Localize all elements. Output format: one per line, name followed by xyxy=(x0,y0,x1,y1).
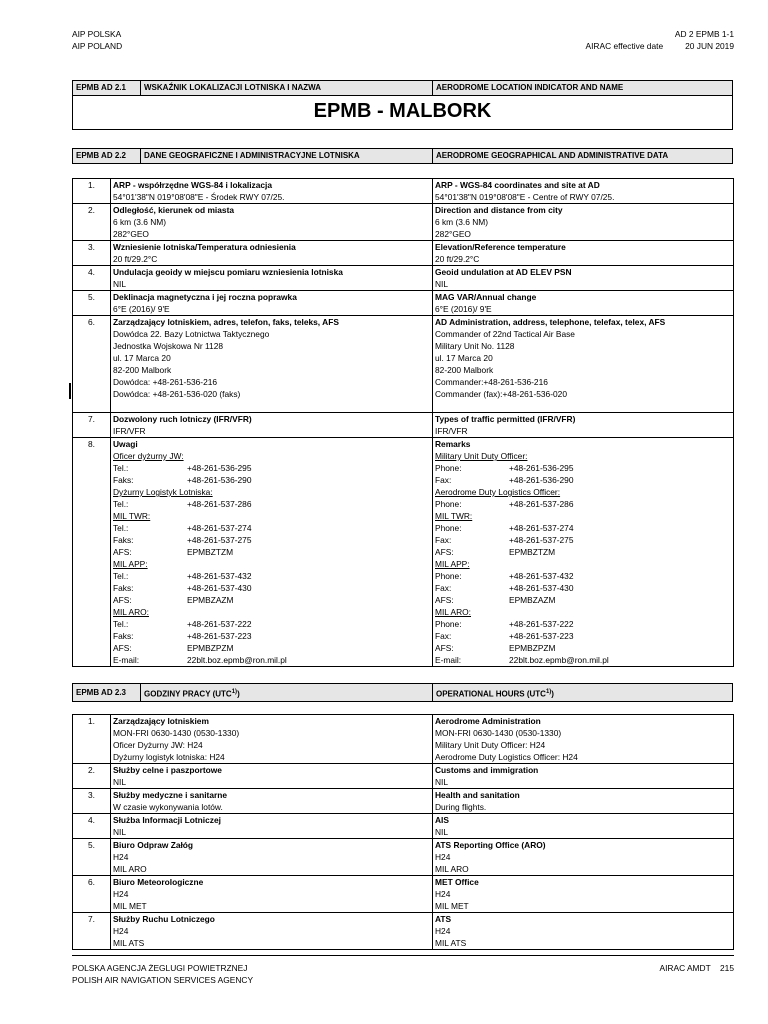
cell-pl xyxy=(111,266,433,291)
contact-key: Phone: xyxy=(435,463,462,473)
row-value: NIL xyxy=(435,279,449,289)
row-value: 282°GEO xyxy=(113,229,149,239)
row-number: 5. xyxy=(73,839,111,876)
contact-value: +48-261-537-274 xyxy=(509,523,574,533)
title-end: ) xyxy=(237,689,240,699)
contact-key: Tel.: xyxy=(113,463,129,473)
contact-key: Tel.: xyxy=(113,523,129,533)
table-row xyxy=(73,814,734,839)
cell-en xyxy=(433,413,734,438)
row-value: W czasie wykonywania lotów. xyxy=(113,802,223,812)
row-value: NIL xyxy=(113,827,127,837)
cell-pl xyxy=(111,179,433,204)
row-value: Dowódca: +48-261-536-216 xyxy=(113,377,218,387)
row-number: 1. xyxy=(73,179,111,204)
table-row xyxy=(73,715,734,764)
cell-pl xyxy=(111,316,433,413)
footer-amdt-number: 215 xyxy=(720,963,734,973)
contact-key: Fax: xyxy=(435,631,452,641)
footer-left xyxy=(72,962,253,986)
contact-value: +48-261-537-223 xyxy=(187,631,252,641)
contact-line xyxy=(435,462,731,474)
contact-value: +48-261-537-274 xyxy=(187,523,252,533)
cell-en xyxy=(433,241,734,266)
cell-en xyxy=(433,913,734,950)
contact-value: +48-261-537-275 xyxy=(509,535,574,545)
row-value: During flights. xyxy=(435,802,487,812)
contact-line xyxy=(435,570,731,582)
footnote-ref: 1) xyxy=(545,689,552,695)
row-number: 6. xyxy=(73,316,111,413)
contact-line xyxy=(113,546,430,558)
contact-line xyxy=(113,618,430,630)
cell-pl xyxy=(111,839,433,876)
cell-en xyxy=(433,814,734,839)
contact-line xyxy=(435,582,731,594)
contact-value: 22blt.boz.epmb@ron.mil.pl xyxy=(187,655,287,665)
row-number: 3. xyxy=(73,789,111,814)
row-value: Military Unit Duty Officer: H24 xyxy=(435,740,546,750)
remarks-heading: Military Unit Duty Officer: xyxy=(435,451,528,461)
row-title-en: Customs and immigration xyxy=(435,765,539,775)
cell-en xyxy=(433,316,734,413)
contact-key: Phone: xyxy=(435,571,462,581)
contact-key: Fax: xyxy=(435,475,452,485)
contact-key: AFS: xyxy=(435,595,454,605)
row-title-pl: Uwagi xyxy=(113,439,138,449)
contact-line xyxy=(113,570,430,582)
cell-pl xyxy=(111,715,433,764)
contact-line xyxy=(435,498,731,510)
row-title-pl: Zarządzający lotniskiem xyxy=(113,716,209,726)
row-title-en: ARP - WGS-84 coordinates and site at AD xyxy=(435,180,600,190)
contact-value: +48-261-537-222 xyxy=(509,619,574,629)
row-title-en: MAG VAR/Annual change xyxy=(435,292,537,302)
contact-value: +48-261-537-430 xyxy=(509,583,574,593)
row-title-pl: Służba Informacji Lotniczej xyxy=(113,815,221,825)
contact-key: Faks: xyxy=(113,475,134,485)
row-title-en: Health and sanitation xyxy=(435,790,520,800)
section-title-en: AERODROME LOCATION INDICATOR AND NAME xyxy=(436,83,624,92)
row-number: 3. xyxy=(73,241,111,266)
remarks-heading: MIL ARO: xyxy=(435,607,471,617)
section-code: EPMB AD 2.3 xyxy=(73,684,141,701)
row-title-pl: Dozwolony ruch lotniczy (IFR/VFR) xyxy=(113,414,252,424)
header-effective xyxy=(586,40,734,52)
row-number: 6. xyxy=(73,876,111,913)
cell-pl xyxy=(111,913,433,950)
contact-key: Phone: xyxy=(435,523,462,533)
table-row xyxy=(73,413,734,438)
contact-value: +48-261-537-430 xyxy=(187,583,252,593)
contact-key: Phone: xyxy=(435,499,462,509)
row-value: H24 xyxy=(435,889,451,899)
row-title-en: Remarks xyxy=(435,439,471,449)
cell-pl xyxy=(111,291,433,316)
row-title-pl: Zarządzający lotniskiem, adres, telefon, faks, teleks, AFS xyxy=(113,317,339,327)
effective-date: 20 JUN 2019 xyxy=(685,41,734,51)
table-row xyxy=(73,839,734,876)
row-value: Military Unit No. 1128 xyxy=(435,341,515,351)
row-value: 282°GEO xyxy=(435,229,471,239)
table-row xyxy=(73,179,734,204)
row-value: NIL xyxy=(113,777,127,787)
row-title-en: ATS xyxy=(435,914,452,924)
row-title-en: Direction and distance from city xyxy=(435,205,563,215)
row-value: MON-FRI 0630-1430 (0530-1330) xyxy=(435,728,562,738)
footer-agency-pl: POLSKA AGENCJA ŻEGLUGI POWIETRZNEJ xyxy=(72,963,248,973)
contact-line xyxy=(435,474,731,486)
contact-line xyxy=(113,498,430,510)
row-value: 20 ft/29.2°C xyxy=(435,254,480,264)
footer-agency-en: POLISH AIR NAVIGATION SERVICES AGENCY xyxy=(72,975,254,985)
row-value: Dyżurny logistyk lotniska: H24 xyxy=(113,752,225,762)
row-number: 7. xyxy=(73,913,111,950)
contact-line xyxy=(113,462,430,474)
title-text: GODZINY PRACY (UTC xyxy=(144,689,232,699)
table-row xyxy=(73,438,734,667)
cell-en xyxy=(433,839,734,876)
footer-amdt-label: AIRAC AMDT xyxy=(659,963,711,973)
remarks-heading: MIL TWR: xyxy=(113,511,151,521)
row-title-en: AIS xyxy=(435,815,449,825)
contact-key: Tel.: xyxy=(113,619,129,629)
table-row xyxy=(73,204,734,241)
header-page-id: AD 2 EPMB 1-1 xyxy=(674,29,734,39)
section-title-en: AERODROME GEOGRAPHICAL AND ADMINISTRATIVE DATA xyxy=(436,151,669,160)
row-value: 6°E (2016)/ 9'E xyxy=(113,304,170,314)
contact-value: +48-261-537-432 xyxy=(509,571,574,581)
section-title-pl xyxy=(141,684,433,701)
section-code: EPMB AD 2.2 xyxy=(73,149,141,163)
cell-pl xyxy=(111,764,433,789)
table-row xyxy=(73,789,734,814)
row-value: NIL xyxy=(435,777,449,787)
contact-key: E-mail: xyxy=(435,655,462,665)
row-title-pl: Biuro Odpraw Załóg xyxy=(113,840,194,850)
contact-key: AFS: xyxy=(113,547,132,557)
contact-line xyxy=(435,522,731,534)
section-2-1-header xyxy=(72,80,733,96)
cell-en xyxy=(433,876,734,913)
section-title-en xyxy=(433,684,732,701)
row-value: 6°E (2016)/ 9'E xyxy=(435,304,492,314)
row-title-pl: Biuro Meteorologiczne xyxy=(113,877,204,887)
row-value: MIL MET xyxy=(113,901,147,911)
header-aip-polska: AIP POLSKA xyxy=(72,29,122,39)
row-value: Commander (fax):+48-261-536-020 xyxy=(435,389,567,399)
row-title-pl: Deklinacja magnetyczna i jej roczna poprawka xyxy=(113,292,297,302)
contact-value: +48-261-537-275 xyxy=(187,535,252,545)
row-value: 54°01'38"N 019°08'08"E - Centre of RWY 07/25. xyxy=(435,192,615,202)
contact-value: +48-261-536-295 xyxy=(187,463,252,473)
contact-key: Phone: xyxy=(435,619,462,629)
row-value: H24 xyxy=(435,852,451,862)
cell-en xyxy=(433,438,734,667)
cell-en xyxy=(433,789,734,814)
header-aip-poland: AIP POLAND xyxy=(72,41,123,51)
cell-pl xyxy=(111,814,433,839)
table-row xyxy=(73,876,734,913)
row-title-en: AD Administration, address, telephone, telefax, telex, AFS xyxy=(435,317,666,327)
cell-en xyxy=(433,179,734,204)
contact-line xyxy=(113,642,430,654)
row-title-en: Aerodrome Administration xyxy=(435,716,541,726)
row-number: 2. xyxy=(73,764,111,789)
contact-key: AFS: xyxy=(435,643,454,653)
row-value: ul. 17 Marca 20 xyxy=(113,353,171,363)
contact-key: Faks: xyxy=(113,535,134,545)
row-number: 1. xyxy=(73,715,111,764)
contact-value: +48-261-537-223 xyxy=(509,631,574,641)
contact-key: E-mail: xyxy=(113,655,140,665)
remarks-heading: MIL ARO: xyxy=(113,607,149,617)
table-2-2 xyxy=(72,178,734,667)
cell-pl xyxy=(111,413,433,438)
row-value: ul. 17 Marca 20 xyxy=(435,353,493,363)
remarks-heading: Aerodrome Duty Logistics Officer: xyxy=(435,487,561,497)
cell-en xyxy=(433,291,734,316)
contact-key: Faks: xyxy=(113,631,134,641)
row-value: IFR/VFR xyxy=(113,426,146,436)
section-2-2-header xyxy=(72,148,733,164)
cell-en xyxy=(433,204,734,241)
table-row xyxy=(73,266,734,291)
row-title-pl: Wzniesienie lotniska/Temperatura odniesienia xyxy=(113,242,296,252)
contact-line xyxy=(435,594,731,606)
cell-en xyxy=(433,715,734,764)
row-number: 5. xyxy=(73,291,111,316)
row-value: IFR/VFR xyxy=(435,426,468,436)
section-title-pl: DANE GEOGRAFICZNE I ADMINISTRACYJNE LOTNISKA xyxy=(141,149,433,163)
change-bar xyxy=(69,383,71,399)
row-value: MIL ATS xyxy=(435,938,467,948)
row-value: 82-200 Malbork xyxy=(435,365,494,375)
contact-line xyxy=(435,546,731,558)
row-title-en: ATS Reporting Office (ARO) xyxy=(435,840,546,850)
contact-value: EPMBZTZM xyxy=(509,547,556,557)
remarks-heading: Oficer dyżurny JW: xyxy=(113,451,184,461)
row-value: Jednostka Wojskowa Nr 1128 xyxy=(113,341,224,351)
contact-key: Faks: xyxy=(113,583,134,593)
row-value: MON-FRI 0630-1430 (0530-1330) xyxy=(113,728,240,738)
cell-en xyxy=(433,266,734,291)
remarks-heading: MIL TWR: xyxy=(435,511,473,521)
header-left xyxy=(72,28,122,52)
row-value: NIL xyxy=(113,279,127,289)
contact-value: 22blt.boz.epmb@ron.mil.pl xyxy=(509,655,609,665)
cell-pl xyxy=(111,789,433,814)
row-value: 6 km (3.6 NM) xyxy=(113,217,167,227)
contact-key: Tel.: xyxy=(113,571,129,581)
row-value: 82-200 Malbork xyxy=(113,365,172,375)
row-title-en: Types of traffic permitted (IFR/VFR) xyxy=(435,414,576,424)
row-title-pl: Służby celne i paszportowe xyxy=(113,765,222,775)
row-value: Dowódca: +48-261-536-020 (faks) xyxy=(113,389,241,399)
contact-line xyxy=(113,522,430,534)
contact-value: +48-261-537-432 xyxy=(187,571,252,581)
contact-key: AFS: xyxy=(435,547,454,557)
row-title-en: Geoid undulation at AD ELEV PSN xyxy=(435,267,572,277)
row-value: H24 xyxy=(113,852,129,862)
row-value: H24 xyxy=(113,889,129,899)
contact-line xyxy=(113,534,430,546)
row-value: Commander:+48-261-536-216 xyxy=(435,377,548,387)
table-2-3 xyxy=(72,714,734,950)
row-value: Commander of 22nd Tactical Air Base xyxy=(435,329,575,339)
cell-pl xyxy=(111,204,433,241)
table-row xyxy=(73,291,734,316)
row-title-pl: ARP - współrzędne WGS-84 i lokalizacja xyxy=(113,180,273,190)
header-right xyxy=(586,28,734,52)
contact-value: +48-261-536-290 xyxy=(187,475,252,485)
contact-line xyxy=(113,582,430,594)
row-number: 4. xyxy=(73,814,111,839)
row-value: MIL ATS xyxy=(113,938,145,948)
row-title-pl: Odległość, kierunek od miasta xyxy=(113,205,235,215)
row-number: 8. xyxy=(73,438,111,667)
contact-key: Fax: xyxy=(435,583,452,593)
section-2-3-header xyxy=(72,683,733,702)
table-row xyxy=(73,764,734,789)
cell-pl xyxy=(111,876,433,913)
row-title-pl: Undulacja geoidy w miejscu pomiaru wzniesienia lotniska xyxy=(113,267,343,277)
contact-key: AFS: xyxy=(113,595,132,605)
contact-line xyxy=(435,534,731,546)
row-number: 7. xyxy=(73,413,111,438)
contact-key: AFS: xyxy=(113,643,132,653)
section-code: EPMB AD 2.1 xyxy=(73,81,141,95)
contact-line xyxy=(113,594,430,606)
title-text: OPERATIONAL HOURS (UTC xyxy=(436,689,546,699)
row-value: 20 ft/29.2°C xyxy=(113,254,158,264)
page-footer xyxy=(72,955,734,985)
contact-value: +48-261-537-286 xyxy=(509,499,574,509)
contact-value: EPMBZAZM xyxy=(187,595,234,605)
table-row xyxy=(73,316,734,413)
contact-value: EPMBZTZM xyxy=(187,547,234,557)
table-row xyxy=(73,241,734,266)
contact-value: +48-261-536-290 xyxy=(509,475,574,485)
remarks-heading: MIL APP: xyxy=(435,559,470,569)
section-title-pl: WSKAŹNIK LOKALIZACJI LOTNISKA I NAZWA xyxy=(141,81,433,95)
footer-right xyxy=(660,962,734,974)
contact-value: EPMBZPZM xyxy=(187,643,234,653)
aerodrome-name: EPMB - MALBORK xyxy=(72,96,733,130)
contact-line xyxy=(435,618,731,630)
contact-line xyxy=(435,630,731,642)
cell-en xyxy=(433,764,734,789)
row-value: Dowódca 22. Bazy Lotnictwa Taktycznego xyxy=(113,329,270,339)
cell-pl xyxy=(111,241,433,266)
contact-value: +48-261-537-286 xyxy=(187,499,252,509)
row-value: NIL xyxy=(435,827,449,837)
row-title-en: MET Office xyxy=(435,877,479,887)
footnote-ref: 1) xyxy=(231,689,238,695)
contact-line xyxy=(435,642,731,654)
row-value: MIL MET xyxy=(435,901,469,911)
contact-value: EPMBZPZM xyxy=(509,643,556,653)
contact-line xyxy=(113,654,430,666)
contact-line xyxy=(113,630,430,642)
contact-key: Fax: xyxy=(435,535,452,545)
row-title-en: Elevation/Reference temperature xyxy=(435,242,566,252)
row-value: Oficer Dyżurny JW: H24 xyxy=(113,740,203,750)
contact-line xyxy=(113,474,430,486)
row-value: H24 xyxy=(113,926,129,936)
contact-value: +48-261-536-295 xyxy=(509,463,574,473)
remarks-heading: MIL APP: xyxy=(113,559,148,569)
row-value: 6 km (3.6 NM) xyxy=(435,217,489,227)
contact-value: EPMBZAZM xyxy=(509,595,556,605)
table-row xyxy=(73,913,734,950)
row-value: MIL ARO xyxy=(435,864,469,874)
row-value: MIL ARO xyxy=(113,864,147,874)
row-title-pl: Służby Ruchu Lotniczego xyxy=(113,914,215,924)
row-value: H24 xyxy=(435,926,451,936)
contact-key: Tel.: xyxy=(113,499,129,509)
row-value: Aerodrome Duty Logistics Officer: H24 xyxy=(435,752,578,762)
remarks-heading: Dyżurny Logistyk Lotniska: xyxy=(113,487,213,497)
row-number: 4. xyxy=(73,266,111,291)
effective-label: AIRAC effective date xyxy=(585,41,664,51)
cell-pl xyxy=(111,438,433,667)
row-number: 2. xyxy=(73,204,111,241)
title-end: ) xyxy=(551,689,554,699)
row-title-pl: Służby medyczne i sanitarne xyxy=(113,790,228,800)
row-value: 54°01'38"N 019°08'08"E - Środek RWY 07/25. xyxy=(113,192,285,202)
contact-line xyxy=(435,654,731,666)
contact-value: +48-261-537-222 xyxy=(187,619,252,629)
